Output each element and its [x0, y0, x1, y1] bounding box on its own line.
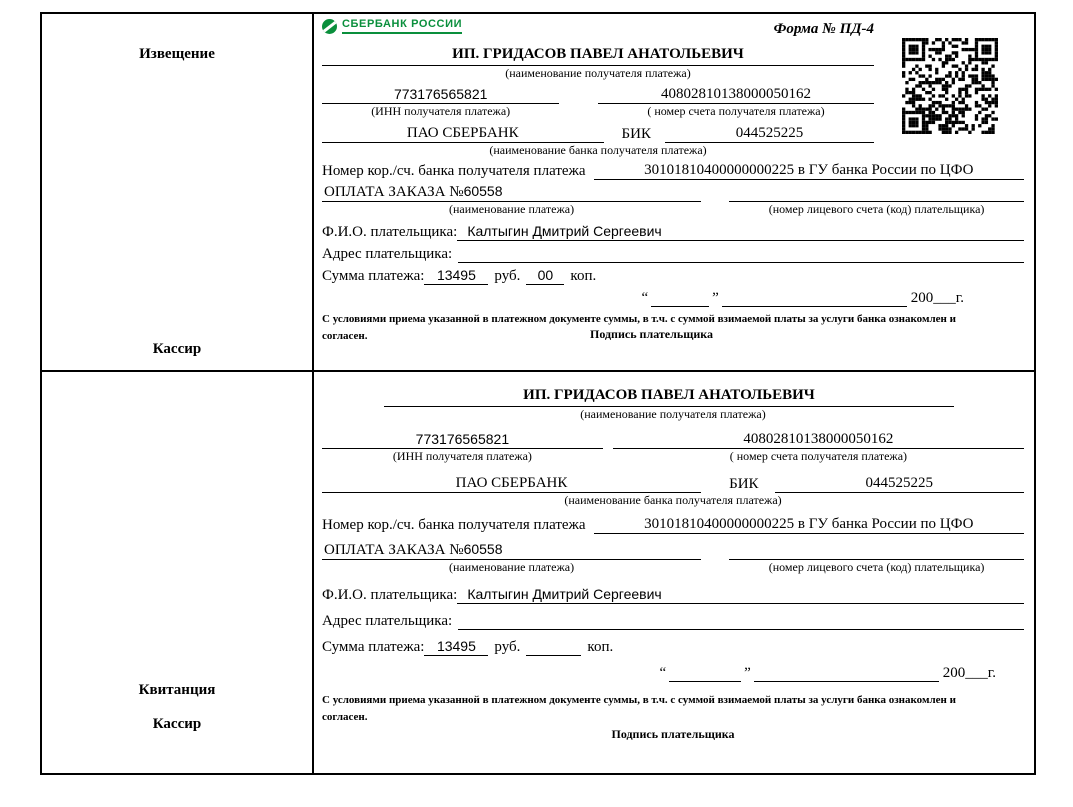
agreement-text — [322, 311, 977, 344]
signature-label: Подпись плательщика — [611, 727, 735, 742]
bik-value: 044525225 — [665, 124, 874, 143]
payment-label: ОПЛАТА ЗАКАЗА № — [324, 184, 464, 201]
bank-row — [322, 467, 1024, 493]
bik-label: БИК — [729, 475, 759, 492]
payment-row — [322, 180, 1024, 202]
inn-caption: (ИНН получателя платежа) — [392, 448, 532, 463]
form-title: Форма № ПД-4 — [773, 21, 874, 37]
account-value: 40802810138000050162 — [598, 85, 874, 104]
address-row — [322, 241, 1024, 263]
order-number: 60558 — [463, 541, 503, 558]
recipient-name: ИП. ГРИДАСОВ ПАВЕЛ АНАТОЛЬЕВИЧ — [322, 45, 874, 66]
sberbank-logo — [322, 18, 462, 34]
address-label: Адрес плательщика: — [322, 613, 453, 630]
amount-rub: 13495 — [424, 638, 488, 656]
recipient-caption: (наименование получателя платежа) — [580, 407, 766, 421]
sberbank-logo-rule — [342, 32, 462, 34]
payment-captions — [322, 202, 1024, 219]
inn-account-row — [322, 423, 1024, 449]
payer-label: Ф.И.О. плательщика: — [322, 224, 458, 241]
corr-row — [322, 508, 1024, 534]
amount-row — [322, 630, 1024, 656]
payment-caption: (наименование платежа) — [448, 202, 575, 217]
agreement-text — [322, 692, 1002, 725]
receipt-stub — [42, 372, 314, 773]
date-day-field — [669, 681, 741, 682]
cashier-label: Кассир — [152, 341, 202, 357]
sberbank-logo-text-block — [342, 18, 462, 34]
inn-account-captions — [322, 104, 874, 121]
address-row — [322, 604, 1024, 630]
amount-kop — [526, 655, 581, 656]
rub-label: руб. — [494, 639, 521, 656]
kop-label: коп. — [587, 639, 614, 656]
personal-account-caption: (номер лицевого счета (код) плательщика) — [768, 202, 985, 217]
bank-row — [322, 121, 874, 143]
inn-account-captions — [322, 449, 1024, 467]
amount-kop: 00 — [526, 267, 564, 285]
inn-value: 773176565821 — [322, 431, 603, 449]
order-number: 60558 — [463, 183, 503, 200]
spacer — [322, 376, 1024, 386]
amount-label: Сумма платежа: — [322, 639, 425, 656]
sberbank-logo-icon — [322, 19, 337, 34]
agreement-body: С условиями приема указанной в платежном документе суммы, в т.ч. с суммой взимаемой платы за услуги банка ознакомлен и согласен. — [322, 313, 956, 342]
bik-label: БИК — [621, 125, 651, 142]
inn-caption: (ИНН получателя платежа) — [371, 103, 511, 118]
payment-label: ОПЛАТА ЗАКАЗА № — [324, 542, 464, 559]
notice-content — [314, 14, 1034, 370]
notice-label: Извещение — [139, 46, 215, 62]
bank-caption: (наименование банка получателя платежа) — [489, 142, 707, 157]
signature-label: Подпись плательщика — [590, 327, 713, 342]
quote-close: ” — [744, 665, 751, 682]
address-field — [458, 629, 1024, 630]
payment-caption: (наименование платежа) — [448, 560, 575, 575]
date-day-field — [651, 306, 709, 307]
payment-row — [322, 534, 1024, 560]
corr-row — [322, 158, 1024, 180]
payer-name: Калтыгин Дмитрий Сергеевич — [457, 223, 1024, 241]
address-field — [458, 262, 1024, 263]
date-month-field — [722, 306, 907, 307]
payer-row — [322, 219, 1024, 241]
personal-account-caption: (номер лицевого счета (код) плательщика) — [768, 560, 985, 575]
account-value: 40802810138000050162 — [613, 430, 1024, 449]
amount-rub: 13495 — [424, 267, 488, 285]
bank-caption: (наименование банка получателя платежа) — [564, 492, 782, 507]
receipt-content — [314, 372, 1034, 773]
payer-name: Калтыгин Дмитрий Сергеевич — [457, 586, 1024, 604]
date-row — [322, 285, 964, 307]
kop-label: коп. — [570, 268, 597, 285]
payer-label: Ф.И.О. плательщика: — [322, 587, 458, 604]
date-row — [322, 656, 996, 682]
amount-label: Сумма платежа: — [322, 268, 425, 285]
recipient-name: ИП. ГРИДАСОВ ПАВЕЛ АНАТОЛЬЕВИЧ — [384, 386, 954, 407]
amount-row — [322, 263, 1024, 285]
qr-code — [902, 38, 998, 134]
corr-value: 30101810400000000225 в ГУ банка России по ЦФО — [594, 161, 1024, 180]
agreement-body: С условиями приема указанной в платежном документе суммы, в т.ч. с суммой взимаемой платы за услуги банка ознакомлен и согласен. — [322, 694, 956, 723]
address-label: Адрес плательщика: — [322, 246, 453, 263]
pd4-form — [40, 12, 1036, 775]
bank-name: ПАО СБЕРБАНК — [322, 124, 604, 143]
inn-account-row — [322, 82, 874, 104]
year-text: 200___г. — [942, 665, 996, 682]
bank-name: ПАО СБЕРБАНК — [322, 474, 701, 493]
payer-row — [322, 578, 1024, 604]
inn-value: 773176565821 — [322, 86, 559, 104]
notice-header-row — [322, 18, 874, 45]
account-caption: ( номер счета получателя платежа) — [647, 103, 825, 118]
receipt-section — [42, 372, 1034, 773]
recipient-caption: (наименование получателя платежа) — [505, 66, 691, 80]
corr-label: Номер кор./сч. банка получателя платежа — [322, 517, 586, 534]
cashier-label: Кассир — [152, 716, 202, 732]
corr-value: 30101810400000000225 в ГУ банка России по ЦФО — [594, 515, 1024, 534]
corr-label: Номер кор./сч. банка получателя платежа — [322, 163, 586, 180]
notice-section — [42, 14, 1034, 372]
payment-captions — [322, 560, 1024, 578]
payment-name — [322, 183, 701, 202]
year-text: 200___г. — [910, 290, 964, 307]
sberbank-logo-text: СБЕРБАНК РОССИИ — [342, 18, 463, 30]
account-caption: ( номер счета получателя платежа) — [729, 448, 908, 463]
quote-open: “ — [659, 665, 667, 682]
bik-value: 044525225 — [775, 474, 1024, 493]
rub-label: руб. — [494, 268, 521, 285]
notice-stub — [42, 14, 314, 370]
payment-name — [322, 541, 701, 560]
quote-open: “ — [641, 290, 649, 307]
date-month-field — [754, 681, 939, 682]
receipt-label: Квитанция — [138, 682, 216, 698]
quote-close: ” — [712, 290, 719, 307]
